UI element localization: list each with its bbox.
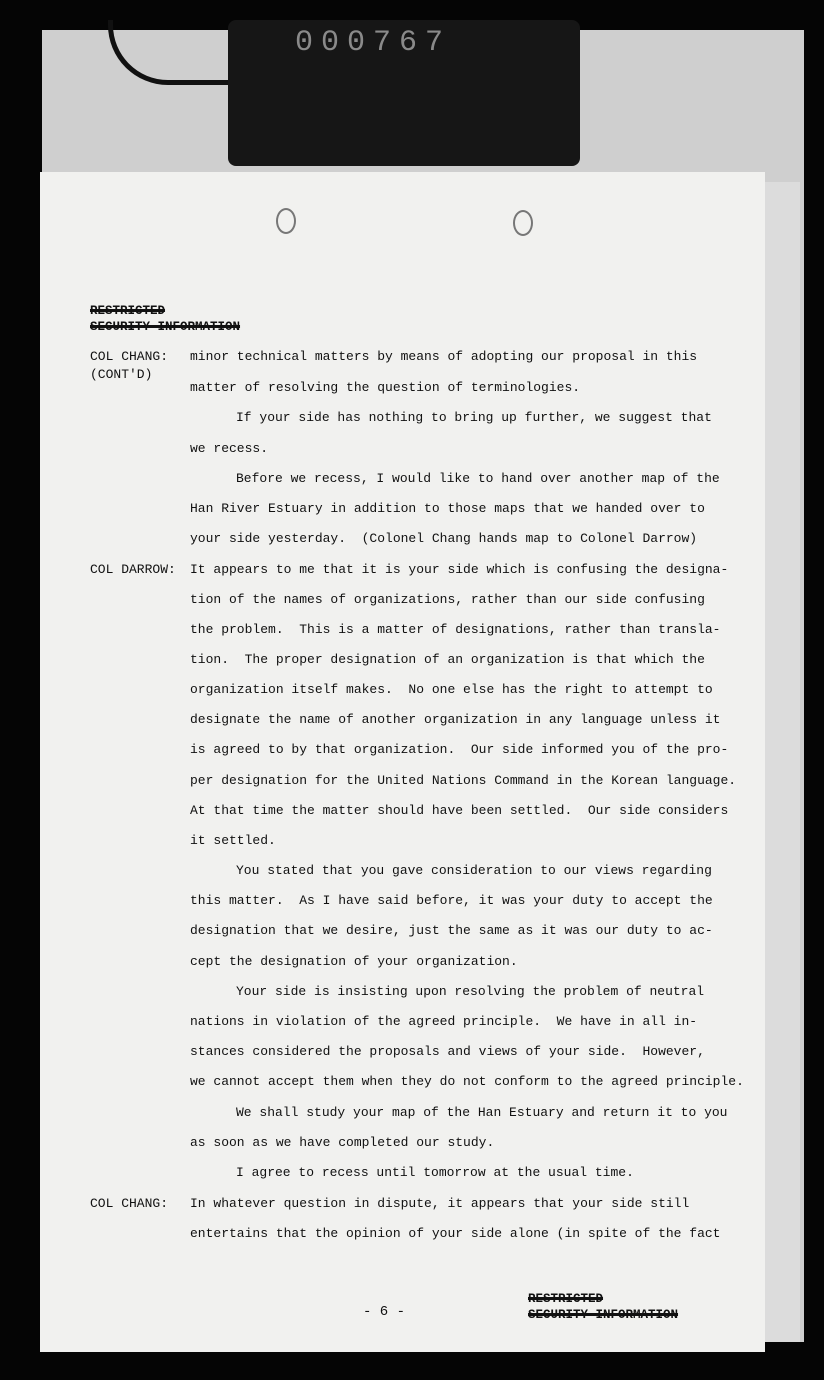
page-number: - 6 - — [363, 1304, 406, 1320]
classification-footer-bottom: SECURITY INFORMATION — [528, 1308, 679, 1322]
text-line: we recess. — [190, 441, 269, 456]
text-line: If your side has nothing to bring up further, we suggest that — [236, 410, 712, 425]
text-line: You stated that you gave consideration to our views regarding — [236, 863, 712, 878]
text-line: Han River Estuary in addition to those maps that we handed over to — [190, 501, 705, 516]
punch-hole-left — [276, 208, 296, 234]
text-line: Your side is insisting upon resolving the problem of neutral — [236, 984, 705, 999]
text-line: entertains that the opinion of your side alone (in spite of the fact — [190, 1226, 721, 1241]
text-line: per designation for the United Nations Command in the Korean language. — [190, 773, 737, 788]
text-line: I agree to recess until tomorrow at the usual time. — [236, 1165, 634, 1180]
text-line: the problem. This is a matter of designations, rather than transla- — [190, 622, 721, 637]
text-line: this matter. As I have said before, it was your duty to accept the — [190, 893, 713, 908]
text-line: designate the name of another organization in any language unless it — [190, 712, 721, 727]
text-line: cept the designation of your organization. — [190, 954, 518, 969]
speaker-col-darrow: COL DARROW: — [90, 562, 176, 577]
text-line: we cannot accept them when they do not conform to the agreed principle. — [190, 1074, 744, 1089]
text-line: Before we recess, I would like to hand over another map of the — [236, 471, 720, 486]
text-line: matter of resolving the question of terminologies. — [190, 380, 581, 395]
text-line: nations in violation of the agreed principle. We have in all in- — [190, 1014, 698, 1029]
text-line: minor technical matters by means of adopting our proposal in this — [190, 349, 698, 364]
classification-footer-top: RESTRICTED — [528, 1292, 604, 1306]
speaker-col-chang: COL CHANG: — [90, 349, 169, 364]
text-line: tion of the names of organizations, rather than our side confusing — [190, 592, 705, 607]
text-line: is agreed to by that organization. Our side informed you of the pro- — [190, 742, 729, 757]
classification-header-top: RESTRICTED — [90, 304, 166, 318]
text-line: as soon as we have completed our study. — [190, 1135, 495, 1150]
text-line: It appears to me that it is your side which is confusing the designa- — [190, 562, 729, 577]
speaker-contd: (CONT'D) — [90, 367, 153, 382]
speaker-col-chang-2: COL CHANG: — [90, 1196, 169, 1211]
text-line: tion. The proper designation of an organization is that which the — [190, 652, 705, 667]
text-line: We shall study your map of the Han Estuary and return it to you — [236, 1105, 728, 1120]
text-line: designation that we desire, just the same as it was our duty to ac- — [190, 923, 713, 938]
text-line: it settled. — [190, 833, 276, 848]
text-line: stances considered the proposals and views of your side. However, — [190, 1044, 705, 1059]
text-line: your side yesterday. (Colonel Chang hands map to Colonel Darrow) — [190, 531, 698, 546]
text-line: In whatever question in dispute, it appears that your side still — [190, 1196, 690, 1211]
classification-header-bottom: SECURITY INFORMATION — [90, 320, 241, 334]
stamp-number: 000767 — [295, 26, 452, 60]
page-edge — [765, 182, 800, 1342]
text-line: organization itself makes. No one else has the right to attempt to — [190, 682, 713, 697]
text-line: At that time the matter should have been settled. Our side considers — [190, 803, 729, 818]
punch-hole-right — [513, 210, 533, 236]
